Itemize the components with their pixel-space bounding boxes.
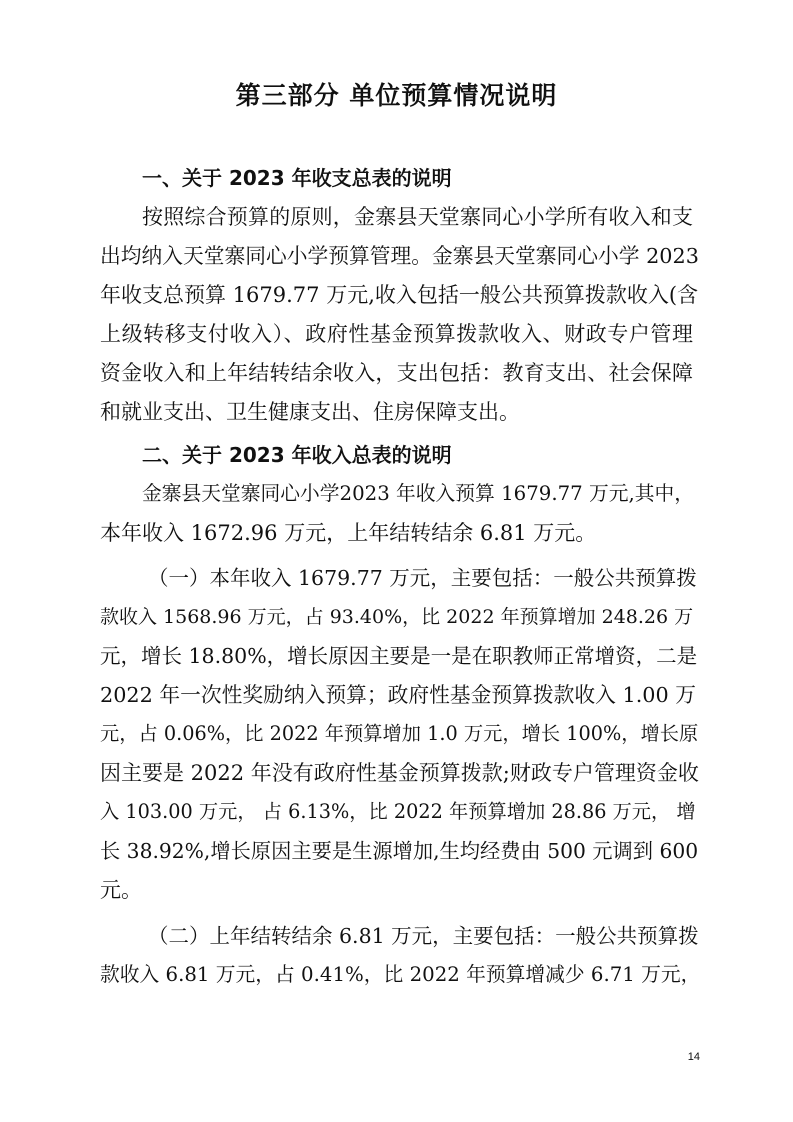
paragraph-line: 2022 年一次性奖励纳入预算；政府性基金预算拨款收入 1.00 万 (100, 683, 697, 707)
paragraph-line: 出均纳入天堂寨同心小学预算管理。金寨县天堂寨同心小学 2023 (100, 244, 699, 268)
paragraph-line: 长 38.92%,增长原因主要是生源增加,生均经费由 500 元调到 600 (100, 839, 699, 863)
paragraph-line: （一）本年收入 1679.77 万元，主要包括：一般公共预算拨 (148, 566, 697, 590)
section-heading-income-summary: 二、关于 2023 年收入总表的说明 (142, 443, 452, 467)
paragraph-line: 按照综合预算的原则，金寨县天堂寨同心小学所有收入和支 (142, 205, 693, 229)
paragraph-line: 款收入 1568.96 万元，占 93.40%，比 2022 年预算增加 248.26 万 (100, 606, 694, 628)
page-number: 14 (687, 1051, 700, 1063)
paragraph-line: （二）上年结转结余 6.81 万元，主要包括：一般公共预算拨 (148, 924, 699, 948)
paragraph-line: 年收支总预算 1679.77 万元,收入包括一般公共预算拨款收入(含 (100, 283, 699, 307)
paragraph-line: 款收入 6.81 万元，占 0.41%，比 2022 年预算增减少 6.71 万元， (100, 963, 701, 986)
paragraph-line: 和就业支出、卫生健康支出、住房保障支出。 (100, 400, 520, 424)
paragraph-line: 上级转移支付收入）、政府性基金预算拨款收入、财政专户管理 (100, 322, 693, 346)
section-heading-income-expense-summary: 一、关于 2023 年收支总表的说明 (142, 166, 452, 190)
paragraph-line: 元，增长 18.80%，增长原因主要是一是在职教师正常增资，二是 (100, 644, 698, 668)
paragraph-line: 本年收入 1672.96 万元，上年结转结余 6.81 万元。 (100, 521, 597, 545)
paragraph-line: 因主要是 2022 年没有政府性基金预算拨款;财政专户管理资金收 (100, 761, 699, 785)
paragraph-line: 入 103.00 万元， 占 6.13%，比 2022 年预算增加 28.86 万元， 增 (100, 800, 696, 823)
paragraph-line: 元，占 0.06%，比 2022 年预算增加 1.0 万元，增长 100%，增长原 (100, 722, 699, 745)
page-title: 第三部分 单位预算情况说明 (235, 81, 558, 110)
paragraph-line: 资金收入和上年结转结余收入，支出包括：教育支出、社会保障 (100, 361, 693, 385)
paragraph-line: 元。 (100, 878, 142, 902)
paragraph-line: 金寨县天堂寨同心小学2023 年收入预算 1679.77 万元,其中， (142, 482, 695, 505)
